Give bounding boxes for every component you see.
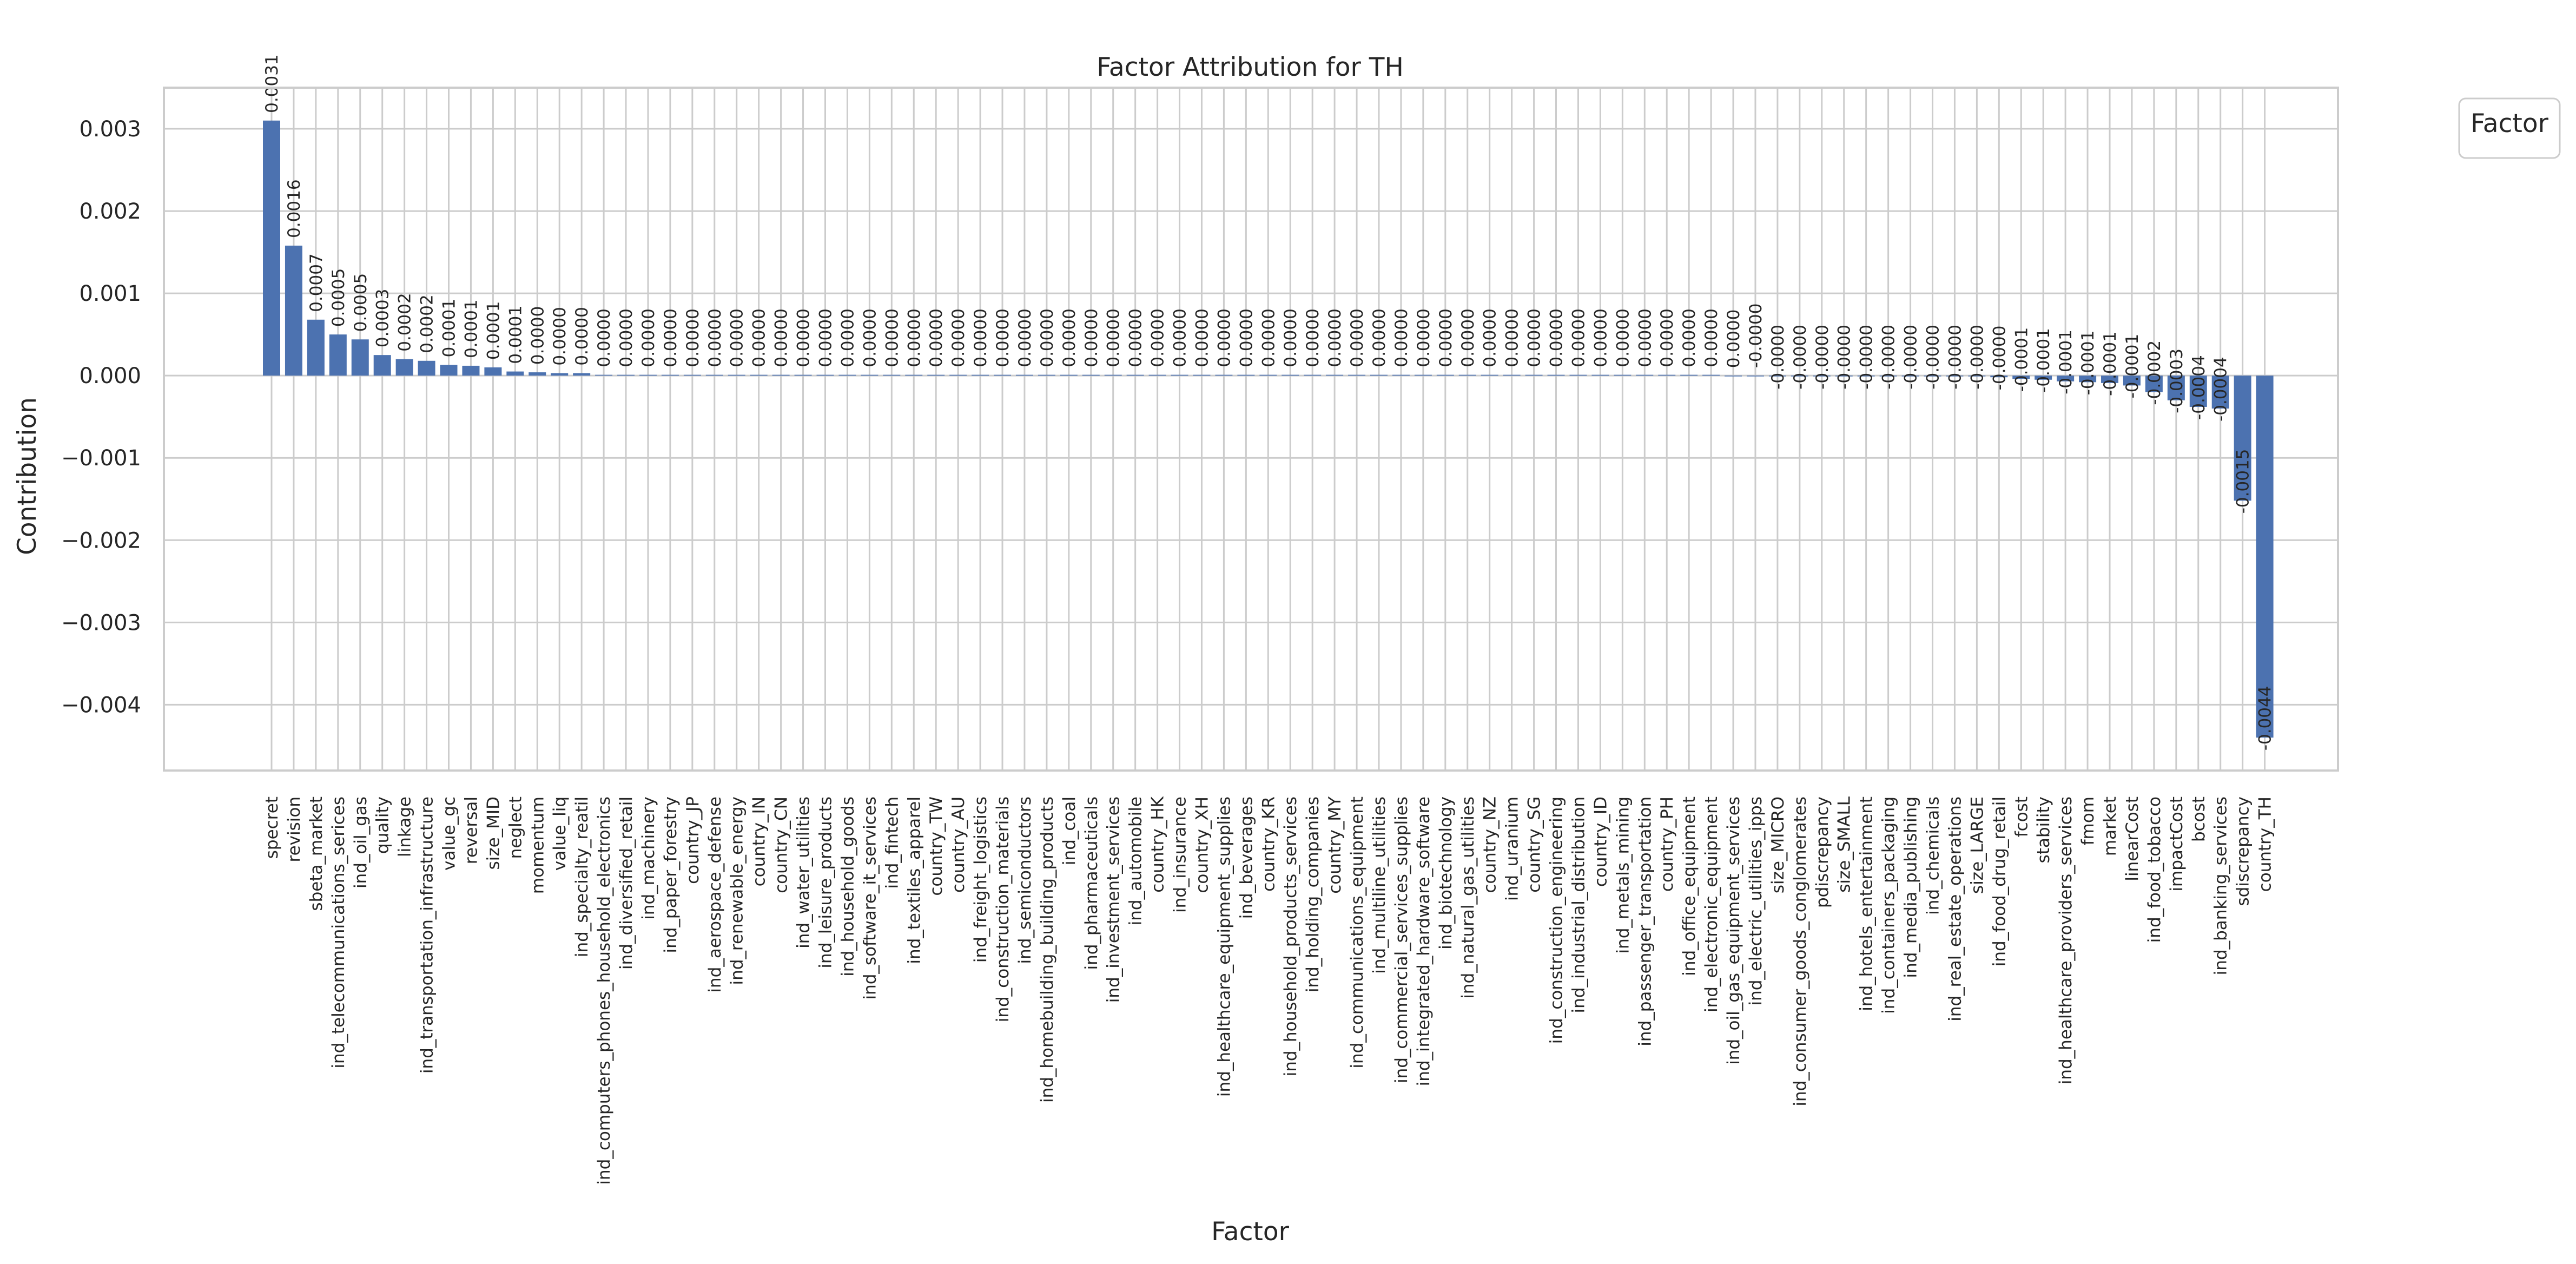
x-tick-label: ind_aerospace_defense (705, 796, 725, 993)
x-tick-label: ind_telecommunications_serices (328, 796, 348, 1069)
x-tick-label: value_liq (550, 796, 570, 871)
data-label: 0.0000 (771, 308, 791, 367)
bar (817, 375, 834, 376)
bar (1481, 375, 1498, 376)
x-tick-label: ind_integrated_hardware_software (1414, 796, 1434, 1087)
x-tick-label: ind_leisure_products (816, 796, 836, 969)
bar (1016, 375, 1033, 376)
y-tick-label: −0.004 (61, 693, 141, 718)
bar (263, 121, 280, 376)
bar (1082, 375, 1100, 376)
bar (1459, 375, 1476, 376)
x-tick-label: ind_fintech (882, 796, 902, 889)
x-tick-label: country_SG (1524, 796, 1544, 893)
data-label: 0.0031 (262, 54, 282, 113)
legend-title: Factor (2471, 109, 2548, 139)
x-tick-label: ind_beverages (1237, 796, 1257, 919)
x-tick-label: ind_paper_forestry (660, 796, 681, 953)
data-label: 0.0000 (1702, 308, 1722, 367)
x-tick-label: ind_food_tobacco (2144, 796, 2164, 943)
x-tick-label: impactCost (2167, 796, 2187, 892)
legend (2459, 98, 2560, 158)
x-tick-label: ind_homebuilding_building_products (1037, 796, 1057, 1103)
bar (617, 375, 635, 376)
data-label: 0.0000 (1214, 308, 1234, 367)
bar (684, 375, 701, 376)
bar (1392, 375, 1410, 376)
data-label: 0.0000 (550, 307, 570, 366)
y-tick-label: −0.002 (61, 528, 141, 554)
data-label: 0.0000 (1547, 308, 1567, 367)
x-tick-label: ind_electronic_equipment (1702, 796, 1722, 1012)
data-label: 0.0000 (1502, 308, 1522, 367)
bar (573, 373, 590, 376)
x-tick-label: ind_computers_phones_household_electronics (595, 796, 615, 1185)
x-tick-label: ind_chemicals (1923, 796, 1943, 915)
x-tick-label: country_JP (683, 796, 703, 884)
bar (1747, 376, 1764, 377)
bar (440, 365, 458, 376)
x-tick-label: country_MY (1325, 796, 1345, 894)
x-tick-label: market (2101, 796, 2121, 857)
bar (2256, 376, 2274, 738)
data-label: -0.0001 (2078, 330, 2098, 396)
x-tick-label: ind_multiline_utilities (1370, 796, 1389, 974)
bar (750, 375, 768, 376)
x-tick-label: value_gc (439, 796, 459, 871)
data-label: -0.0000 (1945, 325, 1965, 390)
data-label: 0.0000 (860, 308, 880, 367)
bar (462, 366, 479, 376)
data-label: 0.0000 (882, 308, 902, 367)
x-tick-label: size_SMALL (1834, 796, 1854, 893)
x-tick-label: ind_household_products_services (1281, 796, 1301, 1077)
data-label: 0.0000 (572, 307, 592, 366)
x-tick-label: ind_construction_materials (993, 796, 1013, 1023)
x-tick-label: pdiscrepancy (1812, 796, 1832, 909)
x-tick-label: ind_holding_companies (1303, 796, 1323, 993)
bar (1591, 375, 1609, 376)
bar (639, 375, 657, 376)
x-tick-label: ind_food_drug_retail (1990, 796, 2010, 967)
data-label: -0.0000 (1812, 325, 1832, 390)
x-tick-label: ind_textiles_apparel (904, 796, 924, 964)
data-label: -0.0001 (2012, 327, 2032, 392)
bar (352, 339, 369, 376)
data-label: 0.0000 (1680, 308, 1700, 367)
bar (1680, 375, 1697, 376)
data-label: 0.0000 (993, 308, 1013, 367)
bar (1658, 375, 1675, 376)
x-tick-label: reversal (461, 796, 481, 865)
y-tick-label: −0.001 (61, 446, 141, 471)
data-label: 0.0000 (1281, 308, 1301, 367)
bar (1105, 375, 1122, 376)
data-label: 0.0001 (439, 298, 459, 358)
data-label: 0.0000 (1657, 308, 1677, 367)
bar (728, 375, 745, 376)
data-label: 0.0000 (1237, 308, 1257, 367)
x-tick-label: ind_household_goods (838, 796, 858, 977)
bar (1525, 375, 1543, 376)
x-tick-label: ind_water_utilities (794, 796, 814, 949)
bar (418, 361, 435, 376)
data-label: -0.0015 (2233, 449, 2253, 514)
bar (772, 375, 790, 376)
data-label: 0.0005 (328, 268, 348, 327)
x-tick-label: ind_industrial_distribution (1569, 796, 1589, 1013)
data-label: -0.0000 (1901, 325, 1921, 390)
x-tick-label: neglect (506, 796, 526, 859)
bar (994, 375, 1011, 376)
x-tick-label: country_XH (1192, 796, 1212, 893)
data-label: -0.0000 (1857, 325, 1877, 390)
bar (838, 375, 856, 376)
x-tick-label: ind_renewable_energy (727, 796, 747, 985)
data-label: 0.0000 (1480, 308, 1500, 367)
x-tick-label: linkage (395, 796, 415, 858)
bar (396, 359, 413, 376)
x-tick-label: ind_specialty_reatil (572, 796, 592, 958)
x-tick-label: size_MICRO (1768, 796, 1788, 894)
x-tick-label: ind_hotels_entertainment (1857, 796, 1877, 1011)
x-tick-label: ind_healthcare_providers_services (2056, 796, 2076, 1085)
y-tick-label: 0.002 (79, 199, 141, 225)
data-label: -0.0001 (2122, 333, 2142, 399)
data-label: 0.0000 (1059, 308, 1079, 367)
data-label: 0.0016 (284, 179, 304, 238)
bar (1636, 375, 1653, 376)
data-label: 0.0000 (1524, 308, 1544, 367)
data-label: 0.0000 (1259, 308, 1279, 367)
data-label: 0.0000 (794, 308, 814, 367)
bar (1282, 375, 1299, 376)
x-tick-label: ind_biotechnology (1436, 796, 1456, 950)
chart-title: Factor Attribution for TH (1097, 52, 1404, 82)
bar (1725, 376, 1742, 377)
x-axis-label: Factor (1211, 1217, 1289, 1247)
bar (706, 375, 723, 376)
x-tick-label: country_IN (749, 796, 769, 887)
bar (1326, 375, 1343, 376)
bar (883, 375, 900, 376)
data-label: 0.0000 (949, 308, 969, 367)
x-tick-label: country_AU (949, 796, 969, 893)
data-label: 0.0000 (1458, 308, 1478, 367)
x-tick-label: ind_metals_mining (1613, 796, 1633, 954)
bar (949, 375, 967, 376)
bar (595, 375, 612, 376)
x-tick-label: momentum (528, 796, 548, 894)
x-tick-label: ind_media_publishing (1901, 796, 1921, 978)
x-tick-label: ind_commercial_services_supplies (1391, 796, 1411, 1084)
x-tick-label: country_ID (1591, 796, 1611, 887)
y-tick-label: 0.000 (79, 364, 141, 389)
x-tick-label: bcost (2189, 796, 2209, 842)
x-tick-label: ind_diversified_retail (617, 796, 637, 970)
y-tick-label: 0.003 (79, 117, 141, 142)
data-label: -0.0000 (1879, 325, 1899, 390)
data-label: -0.0001 (2034, 328, 2054, 393)
x-tick-label: ind_pharmaceuticals (1081, 796, 1101, 970)
data-label: 0.0000 (660, 308, 681, 367)
x-tick-label: country_HK (1148, 796, 1168, 893)
data-label: 0.0000 (1104, 308, 1124, 367)
x-tick-label: ind_oil_gas_equipment_services (1724, 796, 1744, 1065)
x-tick-label: ind_coal (1059, 796, 1079, 866)
bar (1193, 375, 1210, 376)
bar (1415, 375, 1432, 376)
x-tick-label: fcost (2012, 796, 2032, 838)
bar (905, 375, 922, 376)
bar (506, 372, 524, 376)
data-label: 0.0005 (351, 273, 371, 332)
data-label: 0.0002 (395, 293, 415, 352)
data-label: 0.0000 (638, 308, 658, 367)
bar (484, 367, 501, 376)
x-tick-label: ind_natural_gas_utilities (1458, 796, 1478, 999)
x-tick-label: ind_consumer_goods_conglomerates (1790, 796, 1810, 1107)
data-label: 0.0000 (1192, 308, 1212, 367)
bar (861, 375, 878, 376)
x-tick-label: ind_banking_services (2211, 796, 2231, 976)
data-label: 0.0000 (1436, 308, 1456, 367)
x-tick-label: ind_software_it_services (860, 796, 880, 1000)
data-label: 0.0000 (1348, 308, 1368, 367)
bar (285, 246, 302, 376)
data-label: 0.0000 (683, 308, 703, 367)
data-label: 0.0000 (1148, 308, 1168, 367)
x-tick-label: ind_uranium (1502, 796, 1522, 901)
data-label: 0.0000 (904, 308, 924, 367)
bar (1614, 375, 1631, 376)
bar (329, 334, 347, 376)
bar (551, 373, 568, 376)
data-label: 0.0000 (1126, 308, 1146, 367)
data-label: 0.0000 (1724, 309, 1744, 368)
data-label: 0.0001 (484, 301, 504, 360)
y-tick-label: −0.003 (61, 610, 141, 636)
bar (1171, 375, 1188, 376)
data-label: -0.0044 (2255, 686, 2275, 751)
x-tick-label: ind_investment_services (1104, 796, 1124, 1003)
x-tick-label: country_TW (927, 796, 947, 896)
data-label: -0.0004 (2211, 357, 2231, 422)
y-tick-label: 0.001 (79, 281, 141, 307)
x-tick-label: ind_healthcare_equipment_supplies (1214, 796, 1234, 1097)
bar (1569, 375, 1587, 376)
x-tick-label: ind_containers_packaging (1879, 796, 1899, 1014)
x-tick-label: country_PH (1657, 796, 1677, 892)
data-label: 0.0001 (461, 299, 481, 358)
bar (1370, 375, 1388, 376)
data-label: 0.0000 (705, 308, 725, 367)
x-tick-label: ind_oil_gas (351, 796, 371, 888)
bar (1127, 375, 1144, 376)
data-label: 0.0000 (1370, 308, 1389, 367)
bar (1548, 375, 1565, 376)
data-label: 0.0000 (1391, 308, 1411, 367)
bar (795, 375, 812, 376)
data-label: 0.0000 (1037, 308, 1057, 367)
data-label: -0.0000 (1790, 325, 1810, 390)
data-label: 0.0000 (927, 308, 947, 367)
data-label: 0.0000 (838, 308, 858, 367)
x-tick-label: ind_passenger_transportation (1635, 796, 1655, 1046)
data-label: -0.0002 (2144, 340, 2164, 405)
x-tick-label: ind_communications_equipment (1348, 796, 1368, 1069)
data-label: -0.0000 (1967, 325, 1987, 390)
bar (374, 355, 391, 376)
data-label: -0.0001 (2101, 331, 2121, 396)
bar (1503, 375, 1521, 376)
x-tick-label: sdiscrepancy (2233, 796, 2253, 906)
data-label: -0.0004 (2189, 355, 2209, 420)
x-tick-label: linearCost (2122, 796, 2142, 881)
x-tick-label: size_MID (484, 796, 504, 870)
bar (1060, 375, 1078, 376)
x-tick-label: country_NZ (1480, 796, 1500, 893)
bar (1237, 375, 1254, 376)
bar (972, 375, 989, 376)
y-axis-label: Contribution (12, 397, 42, 555)
data-label: -0.0000 (1768, 325, 1788, 390)
data-label: 0.0000 (1613, 308, 1633, 367)
data-label: 0.0000 (1569, 308, 1589, 367)
data-label: 0.0007 (306, 253, 326, 312)
data-label: 0.0000 (1081, 308, 1101, 367)
bar (927, 375, 944, 376)
data-label: 0.0000 (1591, 308, 1611, 367)
data-label: 0.0002 (417, 294, 437, 353)
x-tick-label: country_CN (771, 796, 791, 893)
bar (1437, 375, 1454, 376)
x-tick-label: country_TH (2255, 796, 2275, 892)
data-label: 0.0000 (1635, 308, 1655, 367)
x-tick-label: ind_construction_engineering (1547, 796, 1567, 1044)
data-label: 0.0000 (617, 308, 637, 367)
bar (1348, 375, 1365, 376)
bar (1259, 375, 1277, 376)
x-tick-label: stability (2034, 796, 2054, 864)
x-tick-label: country_KR (1259, 796, 1279, 892)
data-label: 0.0000 (1414, 308, 1434, 367)
data-label: 0.0000 (816, 308, 836, 367)
x-tick-label: fmom (2078, 796, 2098, 846)
x-tick-label: specret (262, 796, 282, 859)
data-label: -0.0000 (1990, 325, 2010, 391)
data-label: -0.0001 (2056, 330, 2076, 394)
data-label: 0.0000 (1015, 308, 1035, 367)
bar (1702, 375, 1720, 376)
data-label: -0.0000 (1834, 325, 1854, 390)
x-tick-label: ind_semiconductors (1015, 796, 1035, 964)
x-tick-label: ind_transportation_infrastructure (417, 796, 437, 1074)
data-label: 0.0000 (1325, 308, 1345, 367)
data-label: 0.0000 (595, 308, 615, 367)
bar (1149, 375, 1166, 376)
data-label: -0.0000 (1746, 303, 1766, 368)
data-label: 0.0000 (528, 306, 548, 365)
data-label: -0.0003 (2167, 348, 2187, 413)
x-tick-label: ind_electric_utilities_ipps (1746, 796, 1766, 1006)
x-tick-label: ind_real_estate_operations (1945, 796, 1965, 1022)
bar (1215, 375, 1232, 376)
data-label: -0.0000 (1923, 325, 1943, 390)
x-tick-label: revision (284, 796, 304, 863)
bar (529, 372, 546, 376)
x-tick-label: size_LARGE (1967, 796, 1987, 894)
x-tick-label: quality (373, 796, 393, 854)
data-label: 0.0000 (971, 308, 991, 367)
data-label: 0.0003 (373, 288, 393, 348)
x-tick-label: ind_automobile (1126, 796, 1146, 926)
bar (1304, 375, 1321, 376)
data-label: 0.0000 (1170, 308, 1190, 367)
bar (307, 320, 325, 376)
bar (1038, 375, 1055, 376)
x-tick-label: sbeta_market (306, 796, 326, 911)
x-tick-label: ind_insurance (1170, 796, 1190, 913)
data-label: 0.0000 (1303, 308, 1323, 367)
x-tick-label: ind_office_equipment (1680, 796, 1700, 976)
data-label: 0.0000 (727, 308, 747, 367)
x-tick-label: ind_freight_logistics (971, 796, 991, 963)
x-tick-label: ind_machinery (638, 796, 658, 920)
data-label: 0.0001 (506, 305, 526, 364)
bar (662, 375, 679, 376)
data-label: 0.0000 (749, 308, 769, 367)
